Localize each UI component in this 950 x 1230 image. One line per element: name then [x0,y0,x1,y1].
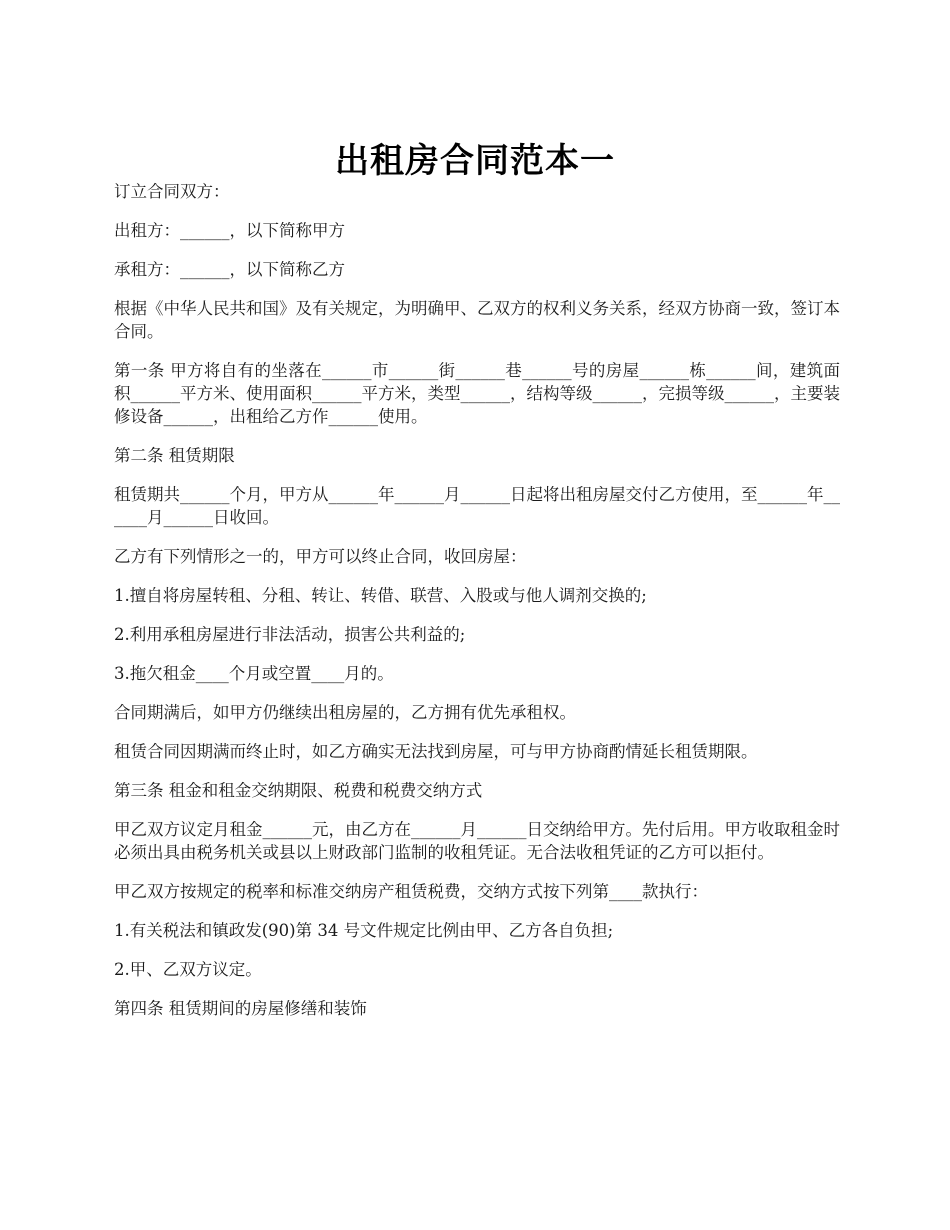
list-item-termination-2: 2.利用承租房屋进行非法活动，损害公共利益的; [114,625,466,644]
paragraph-article-1: 第一条 甲方将自有的坐落在______市______街______巷______号的房屋______栋______间，建筑面积______平方米、使用面积______平方米，类型______，结构等级______，完损等级______，主要装修设备______，出租给乙方作______使用。 [114,361,840,426]
paragraph-lessee: 承租方：______，以下简称乙方 [114,260,345,279]
paragraph-priority-renewal: 合同期满后，如甲方仍继续出租房屋的，乙方拥有优先承租权。 [114,703,576,722]
paragraph-preamble: 根据《中华人民共和国》及有关规定，为明确甲、乙双方的权利义务关系，经双方协商一致，签订本合同。 [114,299,840,341]
document-body [114,180,840,1036]
list-item-tax-1: 1.有关税法和镇政发(90)第 34 号文件规定比例由甲、乙方各自负担; [114,921,614,940]
paragraph-tax-method: 甲乙双方按规定的税率和标准交纳房产租赁税费，交纳方式按下列第____款执行： [114,882,708,901]
paragraph-lessor: 出租方：______，以下简称甲方 [114,221,345,240]
paragraph-extension: 租赁合同因期满而终止时，如乙方确实无法找到房屋，可与甲方协商酌情延长租赁期限。 [114,742,758,761]
list-item-termination-1: 1.擅自将房屋转租、分租、转让、转借、联营、入股或与他人调剂交换的; [114,586,647,605]
paragraph-parties-heading: 订立合同双方： [114,182,230,201]
list-item-tax-2: 2.甲、乙双方议定。 [114,960,262,979]
document-title: 出租房合同范本一 [335,140,615,181]
paragraph-termination-conditions: 乙方有下列情形之一的，甲方可以终止合同，收回房屋： [114,547,527,566]
heading-article-4: 第四条 租赁期间的房屋修缮和装饰 [114,999,367,1018]
heading-article-3: 第三条 租金和租金交纳期限、税费和税费交纳方式 [114,781,483,800]
paragraph-lease-term: 租赁期共______个月，甲方从______年______月______日起将出租房屋交付乙方使用，至______年______月______日收回。 [114,485,840,527]
heading-article-2: 第二条 租赁期限 [114,446,235,465]
paragraph-rent-payment: 甲乙双方议定月租金______元，由乙方在______月______日交纳给甲方。先付后用。甲方收取租金时必须出具由税务机关或县以上财政部门监制的收租凭证。无合法收租凭证的乙方可以拒付。 [114,820,840,862]
list-item-termination-3: 3.拖欠租金____个月或空置____月的。 [114,664,394,683]
